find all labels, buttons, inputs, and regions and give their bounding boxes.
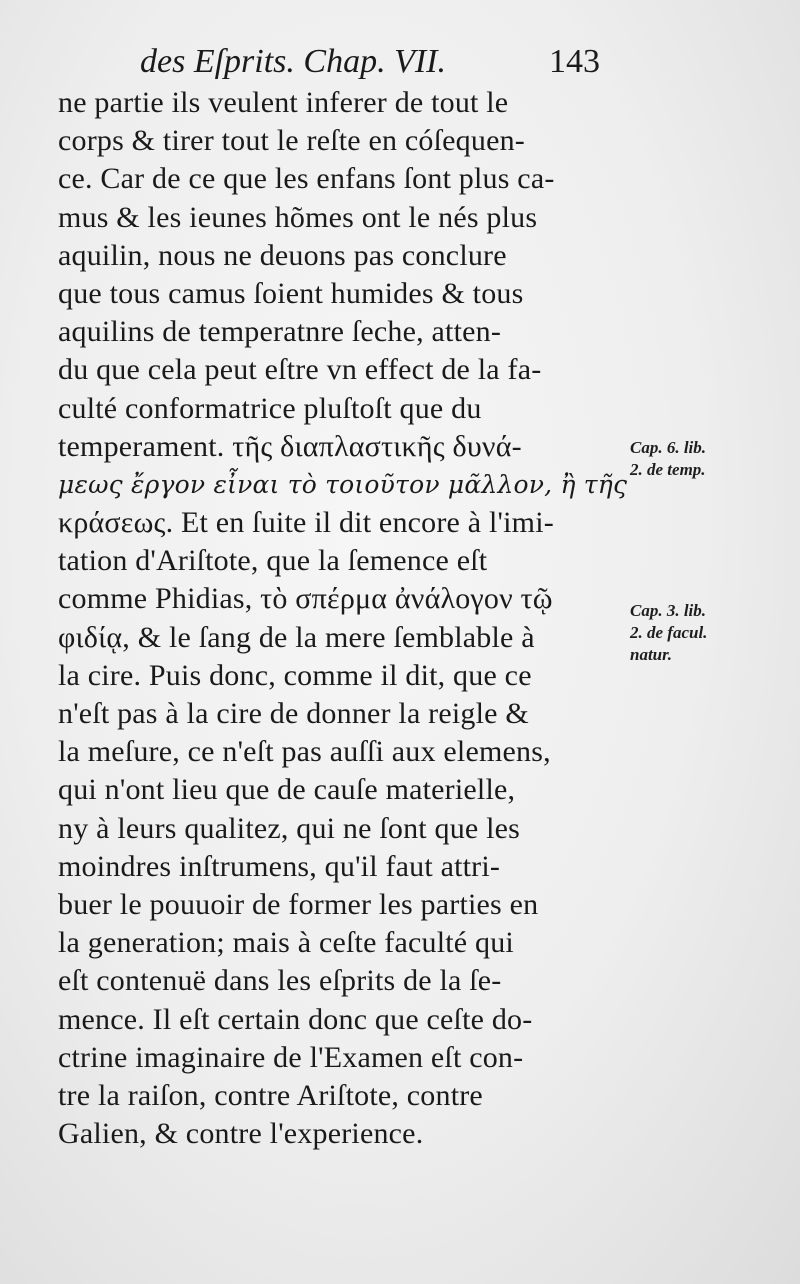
- text-line: que tous camus ſoient humides & tous: [58, 276, 524, 310]
- text-line: comme Phidias, τὸ σπέρμα ἀνάλογον τῷ: [58, 582, 553, 616]
- text-line: Galien, & contre l'experience.: [58, 1117, 424, 1151]
- text-line: culté conformatrice pluſtoſt que du: [58, 391, 482, 425]
- text-line: aquilin, nous ne deuons pas conclure: [58, 238, 507, 272]
- marginal-note: [630, 600, 780, 666]
- text-line: la meſure, ce n'eſt pas auſſi aux elemens,: [58, 735, 551, 769]
- text-line: la generation; mais à ceſte faculté qui: [58, 926, 514, 960]
- text-line: moindres inſtrumens, qu'il faut attri-: [58, 849, 501, 883]
- text-line: buer le pouuoir de former les parties en: [58, 887, 539, 921]
- text-line: aquilins de temperatnre ſeche, atten-: [58, 315, 502, 349]
- text-line: κράσεως. Et en ſuite il dit encore à l'imi-: [58, 506, 554, 540]
- text-line: ny à leurs qualitez, qui ne ſont que les: [58, 811, 521, 845]
- page-number: 143: [549, 43, 600, 80]
- body-text: [58, 84, 630, 1153]
- marginal-note-line: natur.: [630, 645, 673, 664]
- marginal-note-line: Cap. 3. lib.: [630, 601, 707, 620]
- text-line: la cire. Puis donc, comme il dit, que ce: [58, 658, 532, 692]
- marginal-note-line: Cap. 6. lib.: [630, 438, 707, 457]
- text-line: qui n'ont lieu que de cauſe materielle,: [58, 773, 516, 807]
- text-line: ne partie ils veulent inferer de tout le: [58, 86, 509, 119]
- text-line: du que cela peut eſtre vn effect de la fa-: [58, 353, 542, 387]
- text-line: tation d'Ariſtote, que la ſemence eſt: [58, 544, 488, 578]
- text-line-greek: μεως ἔργον εἶναι τὸ τοιοῦτον μᾶλλον, ἢ τῆς: [58, 469, 628, 499]
- text-line: temperament. τῆς διαπλαστικῆς δυνά-: [58, 429, 522, 463]
- text-line: eſt contenuë dans les eſprits de la ſe-: [58, 964, 502, 998]
- text-line: ce. Car de ce que les enfans ſont plus ca-: [58, 162, 555, 196]
- text-line: ctrine imaginaire de l'Examen eſt con-: [58, 1040, 524, 1074]
- text-line: n'eſt pas à la cire de donner la reigle &: [58, 697, 529, 730]
- text-line: φιδίᾳ, & le ſang de la mere ſemblable à: [58, 620, 535, 654]
- running-head: [140, 40, 600, 84]
- running-title: des Eſprits. Chap. VII.: [140, 43, 446, 80]
- marginal-note: [630, 437, 780, 481]
- text-line: mus & les ieunes hõmes ont le nés plus: [58, 200, 538, 234]
- text-line: tre la raiſon, contre Ariſtote, contre: [58, 1078, 483, 1112]
- text-line: mence. Il eſt certain donc que ceſte do-: [58, 1002, 533, 1036]
- text-line: corps & tirer tout le reſte en cóſequen-: [58, 124, 525, 158]
- marginal-note-line: 2. de facul.: [630, 623, 708, 642]
- marginal-note-line: 2. de temp.: [630, 460, 706, 479]
